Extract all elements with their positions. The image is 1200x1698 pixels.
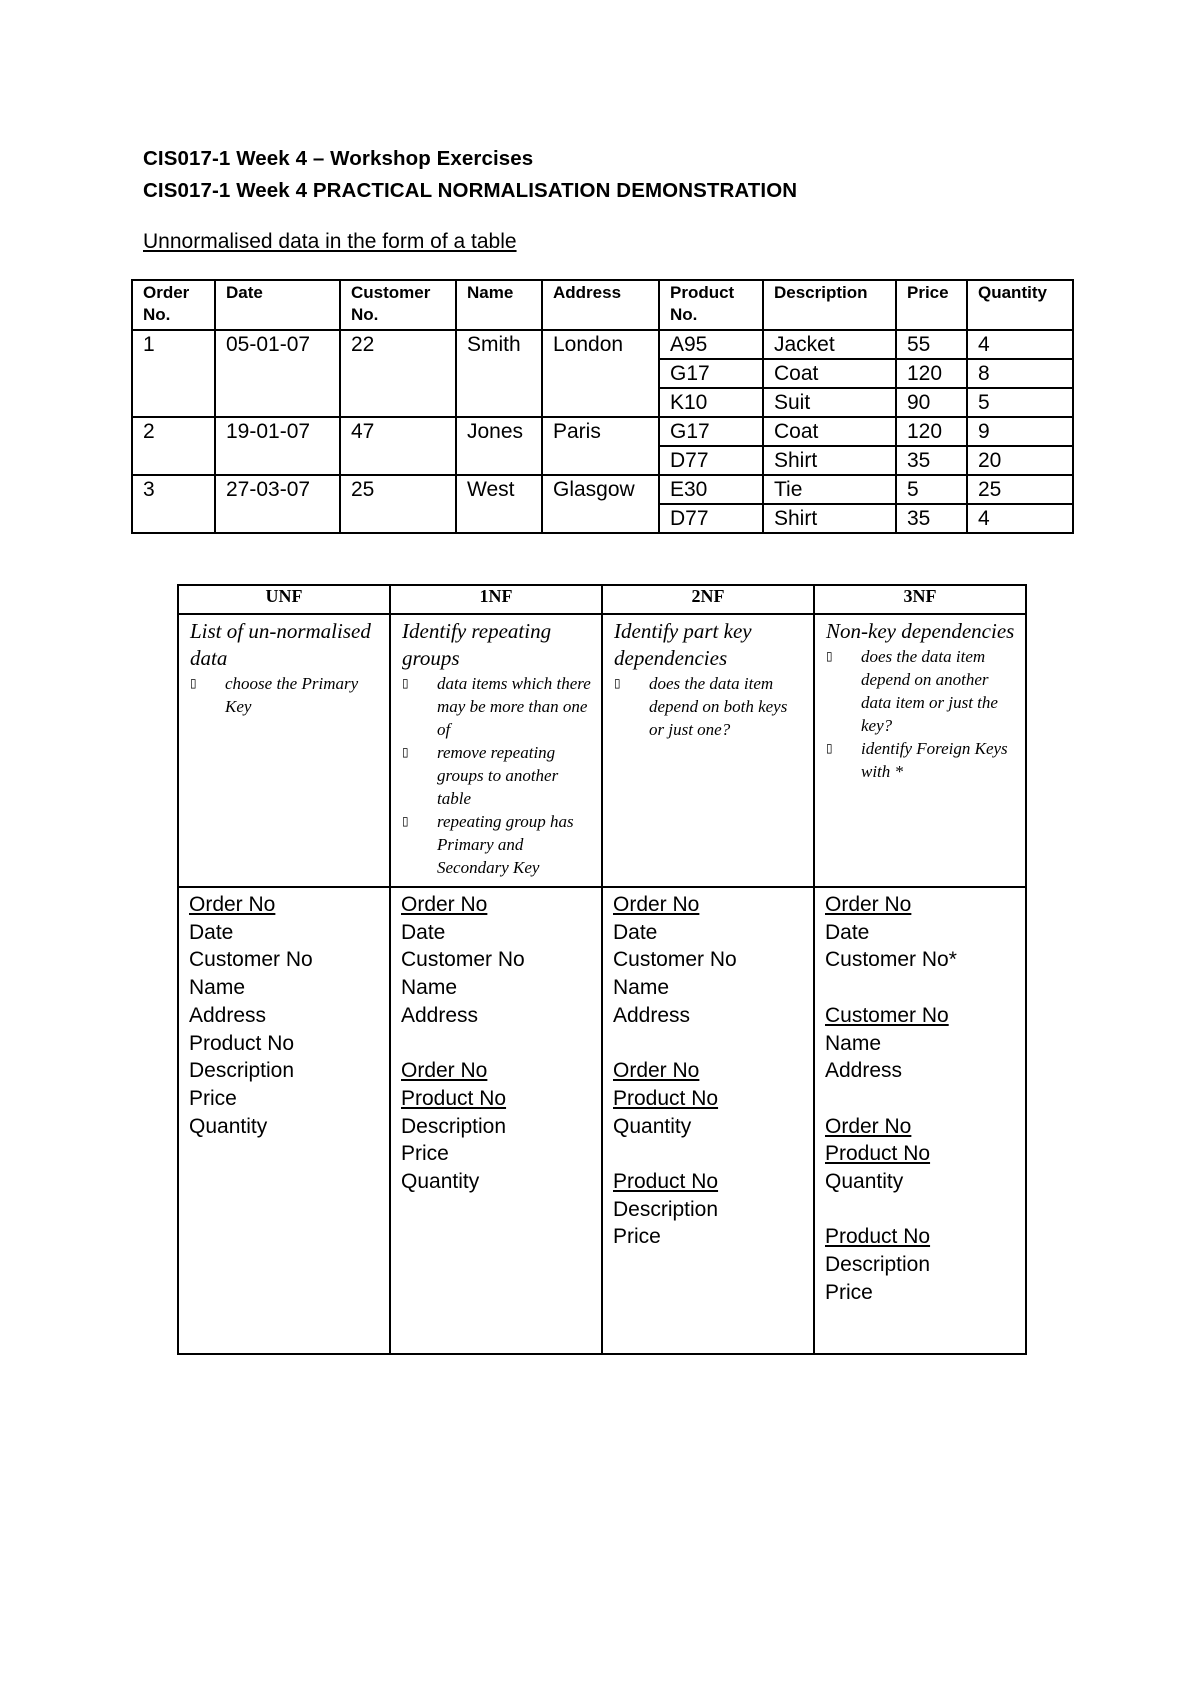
- cell-order-no: 2: [132, 417, 215, 475]
- attribute: Name: [189, 976, 246, 1000]
- header-description: Description: [763, 280, 896, 330]
- attribute: Name: [401, 976, 458, 1000]
- attribute: Address: [189, 1003, 267, 1027]
- cell-name: Jones: [456, 417, 542, 475]
- guidance-bullet: [826, 645, 1017, 737]
- cell-quantity: 20: [967, 446, 1073, 475]
- cell-product-no: D77: [659, 446, 763, 475]
- attributes-cell-1nf: [390, 887, 602, 1354]
- attribute: Date: [613, 920, 658, 944]
- cell-quantity: 8: [967, 359, 1073, 388]
- primary-key-attribute: Order No: [613, 893, 700, 916]
- bullet-marker-icon: ▯: [826, 649, 833, 663]
- cell-quantity: 9: [967, 417, 1073, 446]
- table-row: [132, 330, 1073, 359]
- header-name: Name: [456, 280, 542, 330]
- attribute: Address: [825, 1059, 903, 1083]
- cell-price: 35: [896, 446, 967, 475]
- primary-key-attribute: Product No: [613, 1170, 719, 1193]
- cell-customer-no: 47: [340, 417, 456, 475]
- header-quantity: Quantity: [967, 280, 1073, 330]
- header-2nf: 2NF: [602, 585, 814, 614]
- cell-description: Shirt: [763, 446, 896, 475]
- cell-product-no: G17: [659, 417, 763, 446]
- guidance-cell-2nf: [602, 614, 814, 887]
- attribute: Name: [825, 1031, 882, 1055]
- guidance-bullet: [402, 672, 593, 741]
- attributes-cell-3nf: [814, 887, 1026, 1354]
- header-customer-no: Customer No.: [340, 280, 456, 330]
- guidance-bullet: [402, 741, 593, 810]
- page-subtitle: CIS017-1 Week 4 PRACTICAL NORMALISATION DEMONSTRATION: [143, 179, 798, 202]
- bullet-text: choose the Primary Key: [225, 674, 359, 716]
- attribute: Description: [825, 1253, 931, 1277]
- guidance-bullet: [614, 672, 805, 741]
- nf-header-row: [178, 585, 1026, 614]
- cell-name: Smith: [456, 330, 542, 417]
- attribute: Description: [189, 1059, 295, 1083]
- primary-key-attribute: Order No: [825, 893, 912, 916]
- header-3nf: 3NF: [814, 585, 1026, 614]
- attribute: Customer No: [401, 948, 525, 972]
- attributes-cell-2nf: [602, 887, 814, 1354]
- attribute: Product No: [189, 1031, 295, 1055]
- header-price: Price: [896, 280, 967, 330]
- cell-order-no: 1: [132, 330, 215, 417]
- cell-date: 27-03-07: [215, 475, 340, 533]
- bullet-text: identify Foreign Keys with *: [861, 739, 1008, 781]
- attribute: [613, 1030, 805, 1058]
- attribute: [825, 1085, 1017, 1113]
- header-unf: UNF: [178, 585, 390, 614]
- cell-price: 55: [896, 330, 967, 359]
- bullet-marker-icon: ▯: [402, 745, 409, 759]
- attribute: Date: [401, 920, 446, 944]
- cell-description: Tie: [763, 475, 896, 504]
- cell-order-no: 3: [132, 475, 215, 533]
- primary-key-attribute: Order No: [401, 1059, 488, 1083]
- primary-key-attribute: Product No: [401, 1086, 507, 1110]
- attribute: Quantity: [189, 1114, 268, 1138]
- guidance-bullet: [826, 737, 1017, 783]
- cell-product-no: A95: [659, 330, 763, 359]
- cell-description: Coat: [763, 359, 896, 388]
- cell-address: Paris: [542, 417, 659, 475]
- bullet-marker-icon: ▯: [402, 814, 409, 828]
- attribute: Date: [825, 920, 870, 944]
- guidance-heading: Non-key dependencies: [826, 619, 1015, 643]
- attribute: [825, 1196, 1017, 1224]
- attributes-cell-unf: [178, 887, 390, 1354]
- attribute: Customer No: [189, 948, 313, 972]
- attribute: Date: [189, 920, 234, 944]
- cell-customer-no: 25: [340, 475, 456, 533]
- bullet-text: data items which there may be more than one of: [437, 674, 591, 739]
- nf-attributes-row: [178, 887, 1026, 1354]
- guidance-bullet: [190, 672, 381, 718]
- primary-key-attribute: Order No: [401, 893, 488, 916]
- attribute: Quantity: [825, 1170, 904, 1193]
- normalisation-table: [177, 584, 1027, 1355]
- cell-address: London: [542, 330, 659, 417]
- cell-price: 90: [896, 388, 967, 417]
- cell-quantity: 25: [967, 475, 1073, 504]
- table-row: [132, 475, 1073, 504]
- cell-description: Suit: [763, 388, 896, 417]
- cell-date: 19-01-07: [215, 417, 340, 475]
- bullet-text: does the data item depend on another data item or just the key?: [861, 647, 998, 735]
- section-heading: Unnormalised data in the form of a table: [143, 230, 517, 253]
- attribute: Address: [401, 1003, 479, 1027]
- attribute: Name: [613, 976, 670, 1000]
- cell-customer-no: 22: [340, 330, 456, 417]
- attribute: Address: [613, 1003, 691, 1027]
- attribute: Quantity: [401, 1170, 480, 1194]
- attribute: Price: [401, 1142, 449, 1166]
- header-product-no: Product No.: [659, 280, 763, 330]
- primary-key-attribute: Customer No: [825, 1003, 949, 1027]
- guidance-bullet: [402, 810, 593, 879]
- bullet-marker-icon: ▯: [826, 741, 833, 755]
- header-date: Date: [215, 280, 340, 330]
- guidance-cell-unf: [178, 614, 390, 887]
- table-row: [132, 417, 1073, 446]
- unf-table-body: [132, 330, 1073, 533]
- cell-product-no: E30: [659, 475, 763, 504]
- cell-description: Jacket: [763, 330, 896, 359]
- bullet-marker-icon: ▯: [190, 676, 197, 690]
- cell-price: 120: [896, 359, 967, 388]
- unnormalised-data-table: [131, 279, 1074, 534]
- primary-key-attribute: Order No: [189, 893, 276, 916]
- cell-quantity: 4: [967, 330, 1073, 359]
- attribute: Quantity: [613, 1114, 692, 1138]
- guidance-heading: List of un-normalised data: [190, 619, 371, 670]
- primary-key-attribute: Product No: [825, 1142, 931, 1166]
- primary-key-attribute: Product No: [825, 1225, 931, 1249]
- bullet-text: repeating group has Primary and Secondary Key: [437, 812, 574, 877]
- attribute: [401, 1030, 593, 1058]
- bullet-text: remove repeating groups to another table: [437, 743, 559, 808]
- attribute: Price: [613, 1225, 661, 1249]
- attribute: Customer No*: [825, 948, 957, 972]
- attribute: [613, 1140, 805, 1168]
- header-order-no: Order No.: [132, 280, 215, 330]
- bullet-marker-icon: ▯: [402, 676, 409, 690]
- cell-quantity: 4: [967, 504, 1073, 533]
- primary-key-attribute: Order No: [825, 1114, 912, 1138]
- guidance-heading: Identify part key dependencies: [614, 619, 752, 670]
- guidance-heading: Identify repeating groups: [402, 619, 552, 670]
- primary-key-attribute: Order No: [613, 1059, 700, 1083]
- guidance-cell-1nf: [390, 614, 602, 887]
- nf-guidance-row: [178, 614, 1026, 887]
- bullet-marker-icon: ▯: [614, 676, 621, 690]
- page-title: CIS017-1 Week 4 – Workshop Exercises: [143, 147, 534, 170]
- bullet-text: does the data item depend on both keys or just one?: [649, 674, 788, 739]
- attribute: Description: [401, 1114, 507, 1138]
- cell-quantity: 5: [967, 388, 1073, 417]
- primary-key-attribute: Product No: [613, 1086, 719, 1110]
- cell-product-no: K10: [659, 388, 763, 417]
- cell-price: 35: [896, 504, 967, 533]
- cell-name: West: [456, 475, 542, 533]
- attribute: Price: [825, 1280, 873, 1304]
- cell-description: Shirt: [763, 504, 896, 533]
- header-1nf: 1NF: [390, 585, 602, 614]
- cell-description: Coat: [763, 417, 896, 446]
- cell-price: 120: [896, 417, 967, 446]
- cell-price: 5: [896, 475, 967, 504]
- guidance-cell-3nf: [814, 614, 1026, 887]
- cell-address: Glasgow: [542, 475, 659, 533]
- cell-date: 05-01-07: [215, 330, 340, 417]
- attribute: [825, 974, 1017, 1002]
- cell-product-no: D77: [659, 504, 763, 533]
- attribute: Customer No: [613, 948, 737, 972]
- cell-product-no: G17: [659, 359, 763, 388]
- unf-header-row: [132, 280, 1073, 330]
- header-address: Address: [542, 280, 659, 330]
- attribute: Price: [189, 1086, 237, 1110]
- attribute: Description: [613, 1197, 719, 1221]
